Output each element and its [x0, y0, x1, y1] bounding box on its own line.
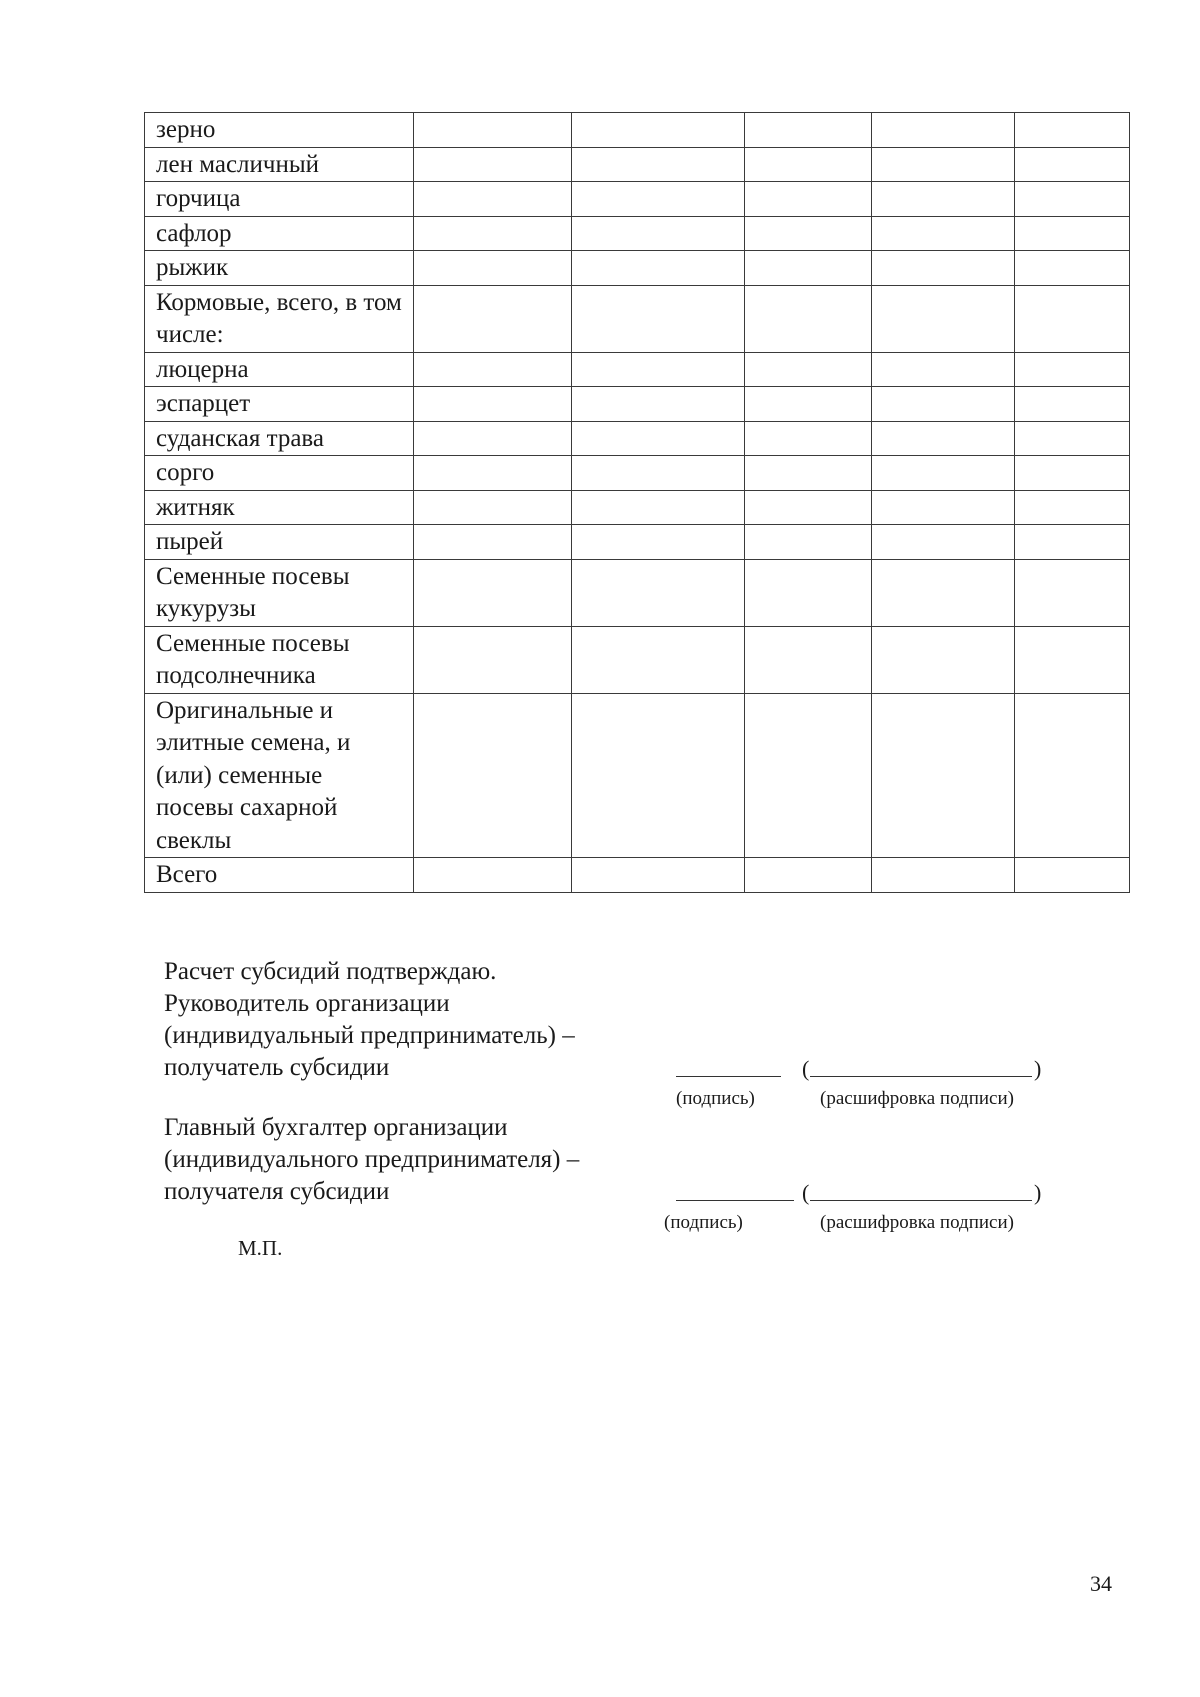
table-cell [1015, 251, 1130, 286]
row-label: люцерна [145, 352, 414, 387]
table-row [145, 525, 1130, 560]
table-cell [745, 421, 872, 456]
table-cell [872, 693, 1015, 858]
row-label: сафлор [145, 216, 414, 251]
table-cell [1015, 147, 1130, 182]
accountant-block [164, 1112, 579, 1208]
table-cell [414, 858, 572, 893]
row-label: Семенные посевы кукурузы [145, 559, 414, 626]
table-cell [414, 525, 572, 560]
table-cell [872, 147, 1015, 182]
table-cell [1015, 182, 1130, 217]
confirmation-block [164, 956, 575, 1084]
table-cell [745, 626, 872, 693]
table-row [145, 147, 1130, 182]
head-decoding-caption: (расшифровка подписи) [820, 1088, 1014, 1109]
table-cell [872, 352, 1015, 387]
table-cell [1015, 285, 1130, 352]
table-cell [572, 387, 745, 422]
table-cell [572, 216, 745, 251]
confirmation-statement: Расчет субсидий подтверждаю. [164, 958, 497, 985]
crops-table-body [145, 113, 1130, 893]
table-cell [1015, 352, 1130, 387]
table-cell [572, 525, 745, 560]
row-label: сорго [145, 456, 414, 491]
row-label: эспарцет [145, 387, 414, 422]
table-cell [414, 352, 572, 387]
table-cell [414, 113, 572, 148]
table-cell [414, 693, 572, 858]
table-cell [745, 352, 872, 387]
table-cell [872, 182, 1015, 217]
table-cell [414, 490, 572, 525]
table-cell [872, 490, 1015, 525]
table-cell [872, 285, 1015, 352]
row-label: горчица [145, 182, 414, 217]
table-cell [572, 147, 745, 182]
head-decoding-line [810, 1076, 1032, 1077]
table-cell [414, 251, 572, 286]
accountant-open-paren: ( [802, 1180, 810, 1205]
table-row [145, 182, 1130, 217]
table-cell [414, 387, 572, 422]
table-cell [572, 285, 745, 352]
head-signature-line [676, 1076, 781, 1077]
table-cell [872, 456, 1015, 491]
table-cell [745, 182, 872, 217]
table-row [145, 559, 1130, 626]
table-cell [745, 456, 872, 491]
table-cell [872, 559, 1015, 626]
table-cell [414, 626, 572, 693]
table-cell [572, 421, 745, 456]
table-cell [572, 858, 745, 893]
row-label: житняк [145, 490, 414, 525]
table-cell [414, 421, 572, 456]
row-label: Всего [145, 858, 414, 893]
crops-table [144, 112, 1130, 893]
accountant-close-paren: ) [1034, 1180, 1042, 1205]
table-cell [1015, 525, 1130, 560]
table-cell [745, 387, 872, 422]
table-row [145, 285, 1130, 352]
table-cell [745, 113, 872, 148]
table-cell [414, 216, 572, 251]
table-cell [414, 559, 572, 626]
table-row [145, 387, 1130, 422]
table-cell [745, 216, 872, 251]
accountant-decoding-line [810, 1200, 1032, 1201]
table-cell [1015, 559, 1130, 626]
accountant-title: Главный бухгалтер организации [164, 1114, 508, 1141]
accountant-title-role: получателя субсидии [164, 1178, 390, 1205]
table-cell [1015, 216, 1130, 251]
table-cell [414, 182, 572, 217]
table-cell [572, 182, 745, 217]
table-cell [872, 251, 1015, 286]
table-row [145, 626, 1130, 693]
accountant-decoding-caption: (расшифровка подписи) [820, 1212, 1014, 1233]
table-cell [414, 456, 572, 491]
table-cell [872, 858, 1015, 893]
row-label: зерно [145, 113, 414, 148]
page-number: 34 [1090, 1571, 1112, 1596]
table-cell [745, 251, 872, 286]
table-row [145, 421, 1130, 456]
table-cell [745, 147, 872, 182]
head-title: Руководитель организации [164, 990, 450, 1017]
accountant-signature-line [676, 1200, 794, 1201]
table-row [145, 352, 1130, 387]
table-cell [745, 490, 872, 525]
table-cell [414, 147, 572, 182]
table-row [145, 216, 1130, 251]
table-cell [745, 559, 872, 626]
table-cell [872, 216, 1015, 251]
head-open-paren: ( [802, 1056, 810, 1081]
row-label: рыжик [145, 251, 414, 286]
row-label: суданская трава [145, 421, 414, 456]
table-row [145, 693, 1130, 858]
table-cell [1015, 490, 1130, 525]
table-row [145, 113, 1130, 148]
table-cell [1015, 693, 1130, 858]
accountant-signature-caption: (подпись) [664, 1212, 743, 1233]
table-row [145, 251, 1130, 286]
table-cell [1015, 421, 1130, 456]
table-cell [745, 858, 872, 893]
table-row [145, 456, 1130, 491]
table-row [145, 858, 1130, 893]
table-cell [414, 285, 572, 352]
table-cell [572, 559, 745, 626]
table-cell [572, 352, 745, 387]
table-cell [572, 113, 745, 148]
table-cell [745, 693, 872, 858]
table-cell [1015, 858, 1130, 893]
stamp-label: М.П. [238, 1236, 283, 1260]
row-label: Семенные посевы подсолнечника [145, 626, 414, 693]
table-cell [872, 421, 1015, 456]
table-cell [572, 626, 745, 693]
table-cell [572, 251, 745, 286]
table-cell [1015, 113, 1130, 148]
table-cell [572, 490, 745, 525]
table-cell [1015, 456, 1130, 491]
table-cell [745, 525, 872, 560]
table-cell [872, 113, 1015, 148]
table-cell [872, 525, 1015, 560]
row-label: лен масличный [145, 147, 414, 182]
head-close-paren: ) [1034, 1056, 1042, 1081]
head-title-role: получатель субсидии [164, 1054, 390, 1081]
table-row [145, 490, 1130, 525]
row-label: пырей [145, 525, 414, 560]
accountant-title-detail: (индивидуального предпринимателя) – [164, 1146, 580, 1173]
head-title-detail: (индивидуальный предприниматель) – [164, 1022, 575, 1049]
table-cell [872, 626, 1015, 693]
row-label: Оригинальные и элитные семена, и (или) семенные посевы сахарной свеклы [145, 693, 414, 858]
table-cell [1015, 387, 1130, 422]
table-cell [872, 387, 1015, 422]
table-cell [1015, 626, 1130, 693]
table-cell [572, 693, 745, 858]
table-cell [572, 456, 745, 491]
head-signature-caption: (подпись) [676, 1088, 755, 1109]
table-cell [745, 285, 872, 352]
row-label: Кормовые, всего, в том числе: [145, 285, 414, 352]
